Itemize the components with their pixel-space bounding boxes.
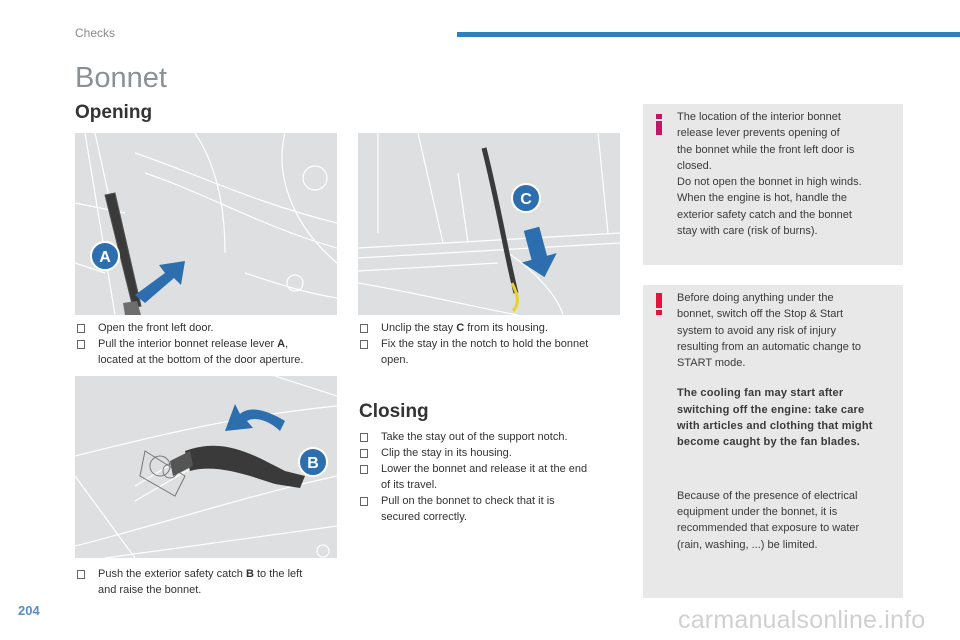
fan-warning-line: The cooling fan may start after bbox=[677, 387, 844, 400]
list-item: Lower the bonnet and release it at the end of its travel. bbox=[358, 461, 623, 493]
closing-heading: Closing bbox=[359, 401, 429, 422]
info-line: the bonnet while the front left door is bbox=[677, 143, 855, 156]
bonnet-stay-drawing bbox=[358, 133, 620, 315]
info-line: stay with care (risk of burns). bbox=[677, 225, 818, 238]
fan-warning-line: with articles and clothing that might bbox=[677, 420, 873, 433]
list-item: Open the front left door. bbox=[75, 320, 340, 336]
info-note bbox=[643, 104, 903, 265]
label-b: B bbox=[307, 455, 319, 472]
checkbox-icon bbox=[77, 324, 85, 333]
fan-warning-line: become caught by the fan blades. bbox=[677, 436, 861, 449]
list-item: Pull on the bonnet to check that it is secured correctly. bbox=[358, 493, 623, 525]
checkbox-icon bbox=[360, 449, 368, 458]
checkbox-icon bbox=[360, 433, 368, 442]
illustration-bonnet-stay bbox=[358, 133, 620, 315]
checkbox-icon bbox=[77, 570, 85, 579]
opening-heading: Opening bbox=[75, 102, 153, 123]
warning-icon bbox=[656, 293, 662, 315]
fan-warning-line: switching off the engine: take care bbox=[677, 403, 865, 416]
opening-steps-b bbox=[75, 566, 340, 598]
safety-catch-drawing bbox=[75, 376, 337, 558]
checkbox-icon bbox=[360, 465, 368, 474]
info-line: Do not open the bonnet in high winds. bbox=[677, 176, 862, 189]
info-line: closed. bbox=[677, 159, 712, 172]
illustration-safety-catch bbox=[75, 376, 337, 558]
section-label: Checks bbox=[75, 26, 116, 40]
label-a: A bbox=[99, 249, 111, 266]
watermark: carmanualsonline.info bbox=[678, 606, 926, 634]
checkbox-icon bbox=[360, 340, 368, 349]
info-line: release lever prevents opening of bbox=[677, 127, 840, 140]
info-line: exterior safety catch and the bonnet bbox=[677, 208, 852, 221]
page-number: 204 bbox=[18, 603, 40, 618]
checkbox-icon bbox=[360, 497, 368, 506]
info-line: When the engine is hot, handle the bbox=[677, 192, 848, 205]
list-item: Unclip the stay C from its housing. bbox=[358, 320, 623, 336]
info-line: The location of the interior bonnet bbox=[677, 111, 841, 123]
list-item: Pull the interior bonnet release lever A, located at the bottom of the door aperture. bbox=[75, 336, 340, 368]
warning-note: Before doing anything under the bonnet, switch off the Stop & Start system to avoid any risk of injury resulting from an automatic change to START mode. The cooling fan may start after switching off the engine: take care with articles and clothing that might become caught by the fan blades. Because of the presence of electrical equipment under the bonnet, it is recommended that exposure to water (rain, washing, ...) be limited. bbox=[643, 285, 903, 598]
list-item: Fix the stay in the notch to hold the bonnet open. bbox=[358, 336, 623, 368]
info-icon bbox=[656, 114, 662, 134]
label-c: C bbox=[520, 191, 532, 208]
list-item: Take the stay out of the support notch. bbox=[358, 429, 623, 445]
list-item: Push the exterior safety catch B to the left and raise the bonnet. bbox=[75, 566, 340, 598]
opening-steps-c bbox=[358, 320, 623, 368]
door-aperture-drawing bbox=[75, 133, 337, 315]
illustration-release-lever bbox=[75, 133, 337, 315]
section-color-bar bbox=[457, 32, 960, 37]
list-item: Clip the stay in its housing. bbox=[358, 445, 623, 461]
page-title: Bonnet bbox=[75, 62, 167, 94]
checkbox-icon bbox=[360, 324, 368, 333]
checkbox-icon bbox=[77, 340, 85, 349]
opening-steps-a bbox=[75, 320, 340, 368]
closing-steps bbox=[358, 429, 623, 525]
